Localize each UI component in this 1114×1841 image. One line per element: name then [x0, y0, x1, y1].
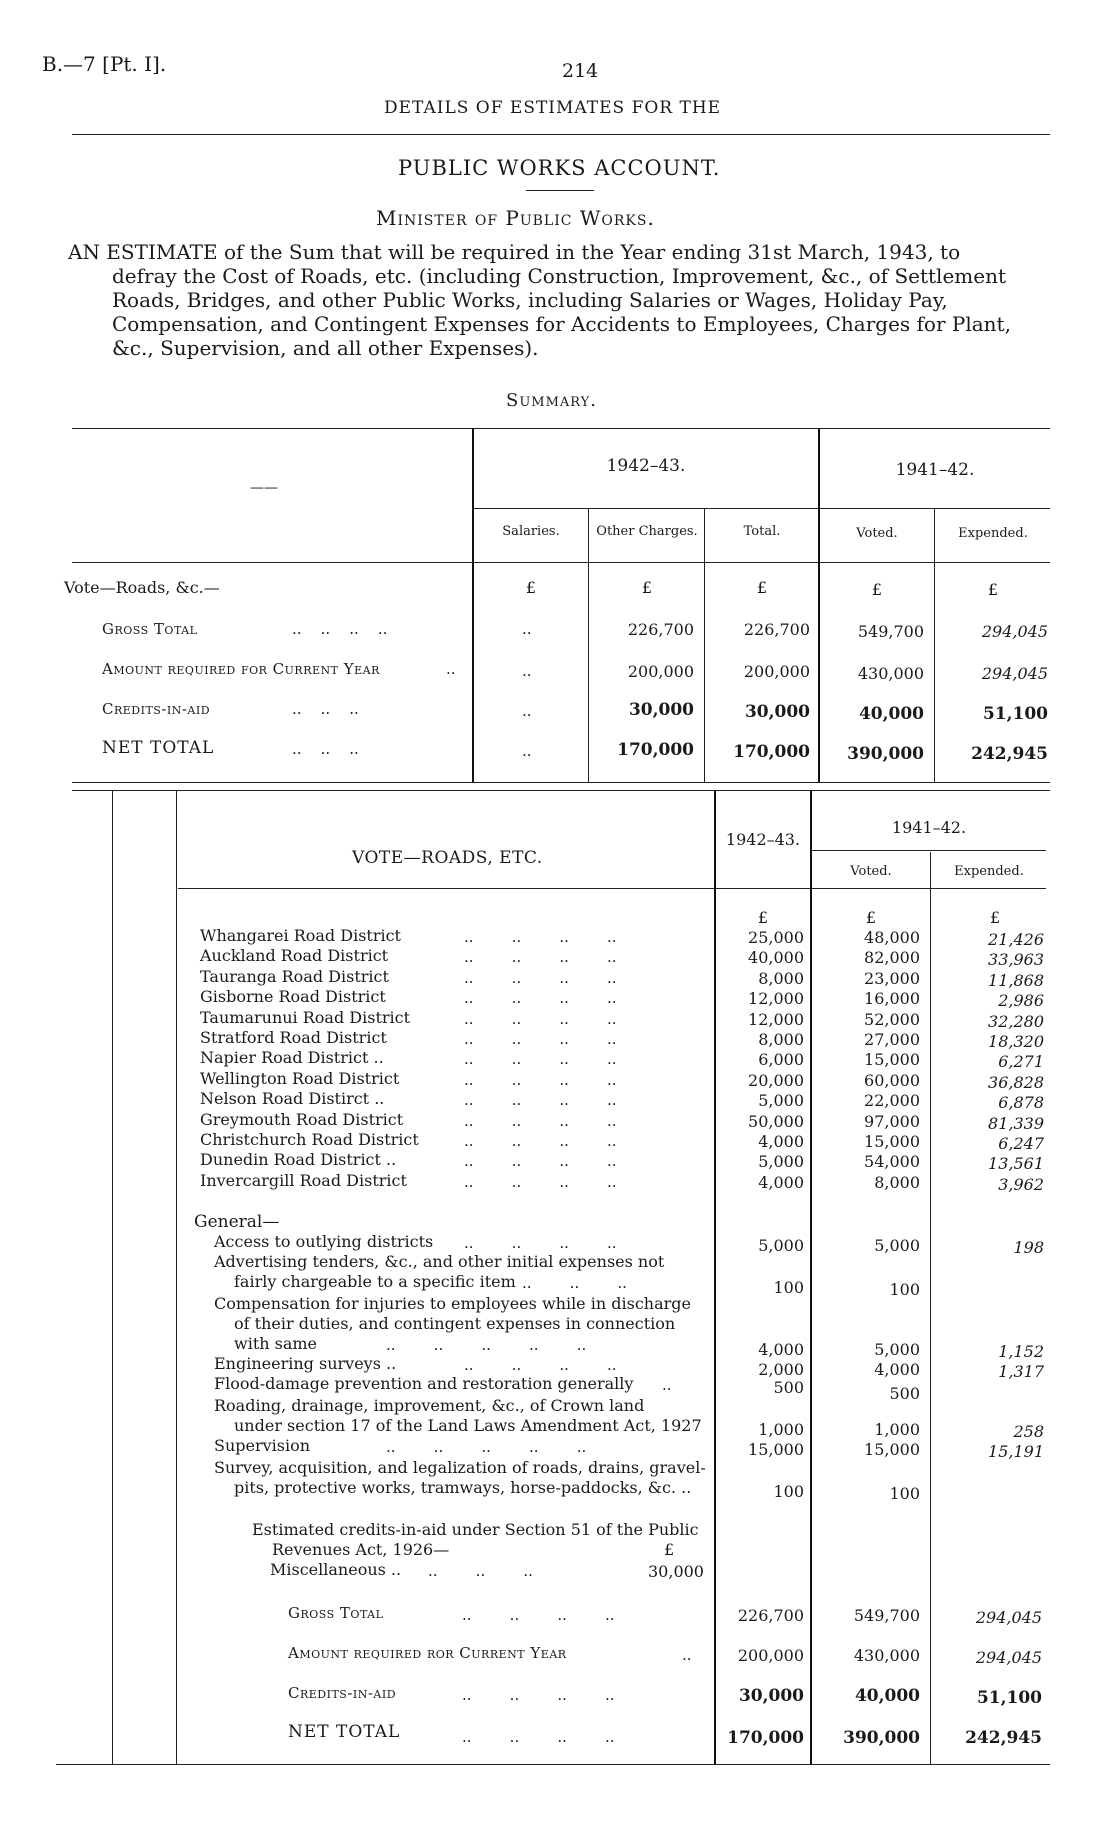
district-expended: 36,828 [988, 1073, 1044, 1092]
summary-stub-dash: —— [250, 480, 278, 496]
item-voted: 5,000 [874, 1236, 920, 1255]
district-current: 8,000 [758, 969, 804, 988]
district-current: 6,000 [758, 1050, 804, 1069]
detail-heading: VOTE—ROADS, ETC. [352, 848, 543, 868]
item-leader: .. .. .. .. [464, 969, 617, 987]
district-expended: 33,963 [988, 950, 1044, 969]
district-expended: 6,247 [998, 1134, 1044, 1153]
district-name: Napier Road District .. [200, 1048, 384, 1067]
district-name: Stratford Road District [200, 1028, 387, 1047]
pound-sign: £ [987, 580, 999, 599]
district-voted: 27,000 [864, 1030, 920, 1049]
district-voted: 15,000 [864, 1132, 920, 1151]
misc-value: 30,000 [648, 1562, 704, 1581]
item-leader: .. .. .. .. [462, 1728, 615, 1746]
general-heading: General— [194, 1212, 280, 1232]
row-total: 200,000 [743, 662, 810, 681]
row-salaries: .. [522, 702, 532, 720]
summary-col-rule [588, 508, 589, 782]
row-voted: 40,000 [858, 704, 924, 724]
detail-header-rule [178, 888, 1046, 889]
item-leader: .. .. .. .. [464, 1152, 617, 1170]
row-expended: 51,100 [982, 704, 1048, 724]
item-text: Compensation for injuries to employees while in discharge [214, 1294, 691, 1313]
district-current: 12,000 [748, 989, 804, 1008]
credits-note-text: Estimated credits-in-aid under Section 51 of the Public [252, 1520, 699, 1539]
district-current: 50,000 [748, 1112, 804, 1131]
row-expended: 294,045 [981, 622, 1048, 641]
item-leader: .. .. .. .. .. [386, 1438, 587, 1456]
district-current: 8,000 [758, 1030, 804, 1049]
row-salaries: .. [522, 620, 532, 638]
title-divider [526, 190, 594, 191]
row-label: Gross Total [288, 1604, 384, 1622]
item-current: 200,000 [737, 1646, 804, 1665]
item-leader: .. .. .. .. [464, 1050, 617, 1068]
district-name: Dunedin Road District .. [200, 1150, 397, 1169]
district-voted: 16,000 [864, 989, 920, 1008]
row-other: 200,000 [627, 662, 694, 681]
item-leader: .. .. .. .. [462, 1686, 615, 1704]
item-leader: .. .. .. .. [464, 928, 617, 946]
district-expended: 81,339 [988, 1114, 1044, 1133]
item-current: 5,000 [758, 1236, 804, 1255]
header-rule [72, 134, 1050, 135]
item-leader: .. .. .. .. [462, 1606, 615, 1624]
district-current: 4,000 [758, 1132, 804, 1151]
district-name: Wellington Road District [200, 1069, 400, 1088]
item-current: 4,000 [758, 1340, 804, 1359]
item-leader: .. [662, 1376, 672, 1394]
row-voted: 549,700 [857, 622, 924, 641]
district-current: 25,000 [748, 928, 804, 947]
district-current: 4,000 [758, 1173, 804, 1192]
item-current: 170,000 [727, 1728, 804, 1748]
running-title: DETAILS OF ESTIMATES FOR THE [384, 98, 722, 118]
misc-label: Miscellaneous .. [270, 1560, 402, 1579]
item-leader: .. .. .. .. [464, 1010, 617, 1028]
pound-sign: £ [664, 1540, 675, 1559]
estimate-line: AN ESTIMATE of the Sum that will be required in the Year ending 31st March, 1943, to [68, 240, 961, 264]
summary-bottom-rule [72, 782, 1050, 783]
summary-year-rule [474, 508, 1050, 509]
detail-margin-rule [112, 790, 113, 1764]
row-expended: 294,045 [981, 664, 1048, 683]
item-current: 1,000 [758, 1420, 804, 1439]
item-text: Flood-damage prevention and restoration generally [214, 1374, 634, 1393]
summary-heading: Summary. [506, 390, 597, 411]
district-name: Tauranga Road District [200, 967, 389, 986]
district-current: 5,000 [758, 1152, 804, 1171]
district-expended: 6,271 [998, 1052, 1044, 1071]
estimate-line: defray the Cost of Roads, etc. (including Construction, Improvement, &c., of Settlement [112, 264, 1007, 288]
detail-year-previous: 1941–42. [891, 818, 967, 837]
district-voted: 8,000 [874, 1173, 920, 1192]
summary-col-other: Other Charges. [596, 524, 698, 539]
item-voted: 40,000 [854, 1686, 920, 1706]
detail-year-current: 1942–43. [725, 830, 801, 849]
account-title: PUBLIC WORKS ACCOUNT. [398, 156, 721, 180]
item-text: Engineering surveys .. [214, 1354, 397, 1373]
item-voted: 4,000 [874, 1360, 920, 1379]
item-text: pits, protective works, tramways, horse-paddocks, &c. .. [234, 1478, 692, 1497]
item-text: fairly chargeable to a specific item [234, 1272, 516, 1291]
row-label: NET TOTAL [102, 738, 215, 758]
item-current: 100 [773, 1482, 804, 1501]
row-other: 226,700 [627, 620, 694, 639]
item-voted: 390,000 [843, 1728, 920, 1748]
item-leader: .. [682, 1646, 692, 1664]
item-text: Roading, drainage, improvement, &c., of Crown land [214, 1396, 645, 1415]
summary-year-previous: 1941–42. [895, 460, 975, 480]
item-expended: 294,045 [975, 1608, 1042, 1627]
item-expended: 258 [1013, 1422, 1044, 1441]
item-leader: .. .. .. .. [464, 948, 617, 966]
district-voted: 15,000 [864, 1050, 920, 1069]
item-leader: .. .. .. .. [464, 1071, 617, 1089]
item-leader: .. .. .. .. [464, 1112, 617, 1130]
row-label: Gross Total [102, 620, 198, 638]
item-expended: 242,945 [965, 1728, 1042, 1748]
row-leader: .. [446, 660, 456, 678]
item-current: 15,000 [748, 1440, 804, 1459]
pound-sign: £ [756, 578, 768, 597]
district-voted: 23,000 [864, 969, 920, 988]
detail-margin-rule [176, 790, 177, 1764]
district-voted: 52,000 [864, 1010, 920, 1029]
item-leader: .. .. .. .. [464, 989, 617, 1007]
summary-col-rule [934, 508, 935, 782]
item-expended: 1,317 [998, 1362, 1044, 1381]
summary-header-rule [72, 562, 1050, 563]
district-voted: 60,000 [864, 1071, 920, 1090]
district-voted: 22,000 [864, 1091, 920, 1110]
detail-col-rule [930, 852, 931, 1764]
row-total: 30,000 [744, 702, 810, 722]
item-leader: .. .. .. .. [464, 1132, 617, 1150]
item-current: 100 [773, 1278, 804, 1297]
summary-col-expended: Expended. [958, 526, 1028, 541]
item-voted: 1,000 [874, 1420, 920, 1439]
district-expended: 21,426 [988, 930, 1044, 949]
item-voted: 500 [889, 1384, 920, 1403]
district-expended: 11,868 [988, 971, 1044, 990]
district-current: 20,000 [748, 1071, 804, 1090]
row-label: Amount required ror Current Year [288, 1644, 567, 1662]
item-text: Access to outlying districts [214, 1232, 434, 1251]
item-voted: 549,700 [853, 1606, 920, 1625]
estimate-paragraph [68, 240, 1054, 360]
row-leader: .. .. .. [292, 740, 359, 758]
summary-col-rule [704, 508, 705, 782]
estimate-line: &c., Supervision, and all other Expenses). [112, 336, 539, 360]
detail-col-voted: Voted. [850, 864, 892, 879]
row-label: Credits-in-aid [288, 1684, 397, 1702]
pound-sign: £ [641, 578, 653, 597]
district-current: 5,000 [758, 1091, 804, 1110]
document-reference: B.—7 [Pt. I]. [42, 52, 167, 76]
district-name: Greymouth Road District [200, 1110, 404, 1129]
item-current: 2,000 [758, 1360, 804, 1379]
item-leader: .. .. .. [428, 1562, 533, 1580]
district-voted: 82,000 [864, 948, 920, 967]
row-leader: .. .. .. [292, 700, 359, 718]
item-leader: .. .. .. .. [464, 1173, 617, 1191]
row-total: 170,000 [733, 742, 810, 762]
summary-col-rule [818, 428, 820, 782]
estimate-line: Roads, Bridges, and other Public Works, including Salaries or Wages, Holiday Pay, [112, 288, 948, 312]
summary-year-current: 1942–43. [606, 456, 686, 476]
district-expended: 2,986 [998, 991, 1044, 1010]
district-name: Christchurch Road District [200, 1130, 419, 1149]
district-name: Gisborne Road District [200, 987, 386, 1006]
row-expended: 242,945 [971, 744, 1048, 764]
item-text: of their duties, and contingent expenses in connection [234, 1314, 676, 1333]
item-text: with same [234, 1334, 318, 1353]
item-voted: 100 [889, 1484, 920, 1503]
district-name: Invercargill Road District [200, 1171, 407, 1190]
item-current: 226,700 [737, 1606, 804, 1625]
item-leader: .. .. .. [522, 1274, 627, 1292]
district-voted: 54,000 [864, 1152, 920, 1171]
item-expended: 15,191 [988, 1442, 1044, 1461]
district-current: 12,000 [748, 1010, 804, 1029]
item-leader: .. .. .. .. [464, 1234, 617, 1252]
minister-line: Minister of Public Works. [376, 206, 655, 230]
row-label: Amount required for Current Year [102, 660, 380, 678]
summary-col-voted: Voted. [856, 526, 898, 541]
pound-sign: £ [990, 908, 1001, 927]
row-label: Credits-in-aid [102, 700, 211, 718]
row-leader: .. .. .. .. [292, 620, 388, 638]
row-total: 226,700 [743, 620, 810, 639]
item-leader: .. .. .. .. [464, 1091, 617, 1109]
district-name: Auckland Road District [200, 946, 389, 965]
item-voted: 5,000 [874, 1340, 920, 1359]
row-other: 170,000 [617, 740, 694, 760]
row-salaries: .. [522, 742, 532, 760]
estimate-line: Compensation, and Contingent Expenses for Accidents to Employees, Charges for Plant, [112, 312, 1011, 336]
row-label: NET TOTAL [288, 1722, 401, 1742]
summary-top-rule [72, 428, 1050, 429]
summary-vote-label: Vote—Roads, &c.— [64, 578, 220, 597]
row-voted: 390,000 [847, 744, 924, 764]
district-voted: 48,000 [864, 928, 920, 947]
item-leader: .. .. .. .. .. [386, 1336, 587, 1354]
pound-sign: £ [871, 580, 883, 599]
pound-sign: £ [865, 908, 877, 927]
item-leader: .. .. .. .. [464, 1030, 617, 1048]
detail-top-rule [72, 790, 1050, 791]
item-voted: 15,000 [864, 1440, 920, 1459]
item-text: Survey, acquisition, and legalization of roads, drains, gravel- [214, 1458, 706, 1477]
district-expended: 6,878 [998, 1093, 1044, 1112]
item-voted: 100 [889, 1280, 920, 1299]
district-current: 40,000 [748, 948, 804, 967]
district-expended: 13,561 [988, 1154, 1044, 1173]
district-expended: 3,962 [998, 1175, 1044, 1194]
detail-year-rule [812, 850, 1046, 851]
row-other: 30,000 [628, 700, 694, 720]
summary-col-salaries: Salaries. [502, 524, 560, 539]
detail-bottom-rule [56, 1764, 1050, 1765]
detail-col-expended: Expended. [954, 864, 1024, 879]
item-current: 30,000 [738, 1686, 804, 1706]
item-text: Advertising tenders, &c., and other initial expenses not [214, 1252, 665, 1271]
district-voted: 97,000 [864, 1112, 920, 1131]
item-voted: 430,000 [853, 1646, 920, 1665]
credits-note-text: Revenues Act, 1926— [272, 1540, 450, 1559]
row-salaries: .. [522, 662, 532, 680]
item-expended: 51,100 [976, 1688, 1042, 1708]
district-expended: 32,280 [988, 1012, 1044, 1031]
item-current: 500 [773, 1378, 804, 1397]
item-expended: 294,045 [975, 1648, 1042, 1667]
pound-sign: £ [525, 578, 537, 597]
item-expended: 1,152 [998, 1342, 1044, 1361]
district-name: Nelson Road Distirct .. [200, 1089, 385, 1108]
summary-col-rule [472, 428, 474, 782]
item-text: Supervision [214, 1436, 311, 1455]
district-name: Taumarunui Road District [200, 1008, 411, 1027]
row-voted: 430,000 [857, 664, 924, 683]
pound-sign: £ [757, 908, 769, 927]
page-number: 214 [562, 60, 599, 82]
item-text: under section 17 of the Land Laws Amendment Act, 1927 [234, 1416, 702, 1435]
district-name: Whangarei Road District [200, 926, 401, 945]
item-expended: 198 [1013, 1238, 1044, 1257]
summary-col-total: Total. [743, 524, 781, 539]
item-leader: .. .. .. .. [464, 1356, 617, 1374]
district-expended: 18,320 [988, 1032, 1044, 1051]
